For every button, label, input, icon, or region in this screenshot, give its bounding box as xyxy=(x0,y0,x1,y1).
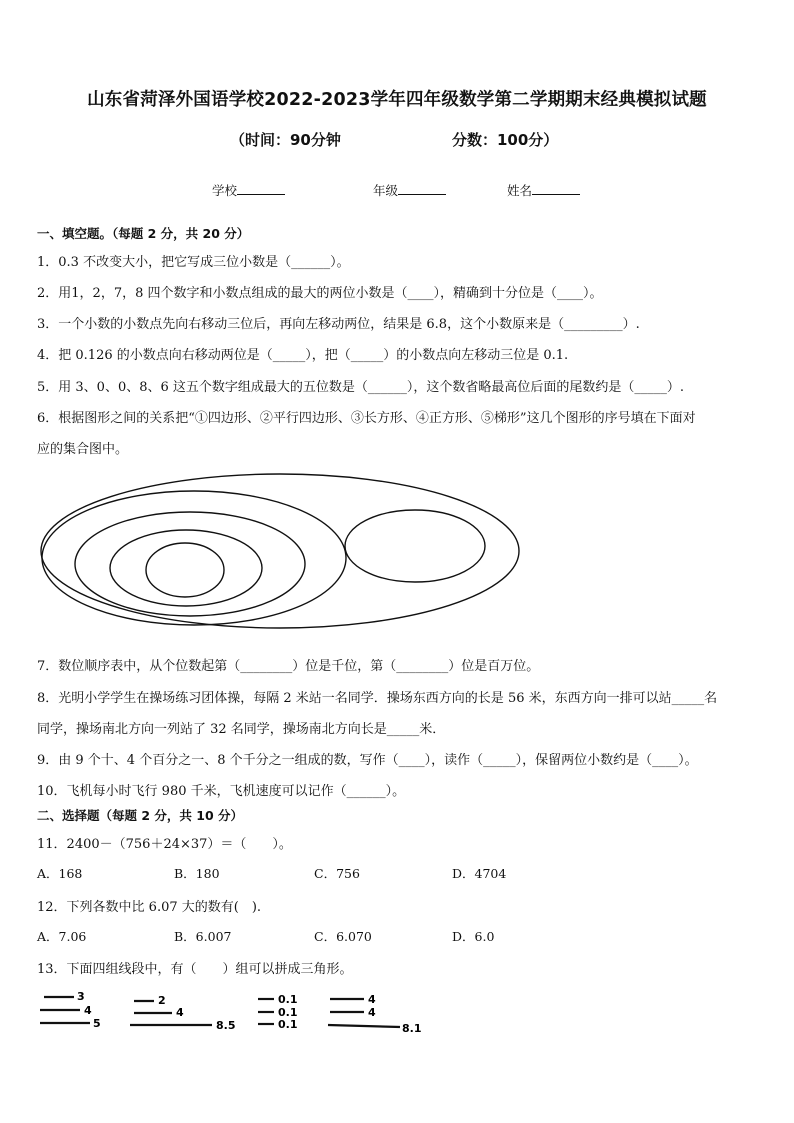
grade-field xyxy=(373,181,446,199)
school-field xyxy=(212,181,285,199)
segment-group-1 xyxy=(40,990,101,1030)
middle-set-ellipse xyxy=(75,512,305,616)
segment-line xyxy=(328,1025,400,1027)
inner-set-ellipse xyxy=(110,530,262,606)
question-12: 12．下列各数中比 6.07 大的数有( ). xyxy=(37,900,262,915)
question-7: 7．数位顺序表中，从个位数起第（________）位是千位，第（________）位是百万位。 xyxy=(37,659,540,674)
segment-label: 0.1 xyxy=(278,993,298,1006)
right-set-ellipse xyxy=(345,510,485,582)
question-4: 4．把 0.126 的小数点向右移动两位是（_____），把（_____）的小数点向左移动三位是 0.1. xyxy=(37,348,569,363)
section1-heading: 一、填空题。（每题 2 分，共 20 分） xyxy=(37,226,250,241)
name-blank[interactable] xyxy=(532,182,580,195)
school-blank[interactable] xyxy=(237,182,285,195)
question-5: 5．用 3、0、0、8、6 这五个数字组成最大的五位数是（______），这个数省略最高位后面的尾数约是（_____）. xyxy=(37,380,685,395)
segment-label: 2 xyxy=(158,994,166,1007)
segment-label: 5 xyxy=(93,1017,101,1030)
name-label: 姓名 xyxy=(507,183,533,198)
segment-label: 0.1 xyxy=(278,1018,298,1031)
question-9: 9．由 9 个十、4 个百分之一、8 个千分之一组成的数，写作（____），读作（_____），保留两位小数约是（____）。 xyxy=(37,753,698,768)
name-field xyxy=(507,181,580,199)
segment-label: 4 xyxy=(368,993,376,1006)
q12-option-a[interactable]: A．7.06 xyxy=(37,929,87,944)
segment-label: 3 xyxy=(77,990,85,1003)
segment-groups-figure xyxy=(30,985,450,1040)
question-10: 10．飞机每小时飞行 980 千米，飞机速度可以记作（______）。 xyxy=(37,784,406,799)
grade-blank[interactable] xyxy=(398,182,446,195)
segment-label: 4 xyxy=(176,1006,184,1019)
segment-group-4 xyxy=(328,993,422,1035)
q12-option-c[interactable]: C．6.070 xyxy=(314,929,372,944)
q11-option-b[interactable]: B．180 xyxy=(174,866,220,881)
q11-option-a[interactable]: A．168 xyxy=(37,866,83,881)
question-11: 11．2400－（756＋24×37）＝（ ）。 xyxy=(37,837,292,852)
segment-label: 4 xyxy=(368,1006,376,1019)
segment-group-3 xyxy=(258,993,298,1031)
question-6-line2: 应的集合图中。 xyxy=(37,442,129,457)
section2-heading: 二、选择题（每题 2 分，共 10 分） xyxy=(37,808,244,823)
left-set-ellipse xyxy=(42,491,346,625)
question-8-line2: 同学，操场南北方向一列站了 32 名同学，操场南北方向长是_____米． xyxy=(37,722,446,737)
segment-label: 0.1 xyxy=(278,1006,298,1019)
question-2: 2．用1，2，7，8 四个数字和小数点组成的最大的两位小数是（____），精确到十分位是（____）。 xyxy=(37,286,603,301)
school-label: 学校 xyxy=(212,183,238,198)
q11-option-d[interactable]: D．4704 xyxy=(452,866,507,881)
grade-label: 年级 xyxy=(373,183,399,198)
exam-time: （时间：90分钟 xyxy=(230,131,341,149)
segment-label: 8.5 xyxy=(216,1019,236,1032)
q11-option-c[interactable]: C．756 xyxy=(314,866,360,881)
question-13: 13．下面四组线段中，有（ ）组可以拼成三角形。 xyxy=(37,962,353,977)
set-diagram xyxy=(30,462,540,642)
exam-score: 分数：100分） xyxy=(452,131,559,149)
outer-set-ellipse xyxy=(41,474,519,628)
question-1: 1．0.3 不改变大小，把它写成三位小数是（______）。 xyxy=(37,255,350,270)
innermost-set-ellipse xyxy=(146,543,224,597)
q12-option-d[interactable]: D．6.0 xyxy=(452,929,495,944)
exam-title: 山东省菏泽外国语学校2022-2023学年四年级数学第二学期期末经典模拟试题 xyxy=(87,90,707,110)
question-8-line1: 8．光明小学学生在操场练习团体操，每隔 2 米站一名同学．操场东西方向的长是 56 米，东西方向一排可以站_____名 xyxy=(37,691,718,706)
segment-label: 8.1 xyxy=(402,1022,422,1035)
segment-group-2 xyxy=(130,994,236,1032)
question-6-line1: 6．根据图形之间的关系把“①四边形、②平行四边形、③长方形、④正方形、⑤梯形”这几个图形的序号填在下面对 xyxy=(37,411,696,426)
segment-label: 4 xyxy=(84,1004,92,1017)
question-3: 3．一个小数的小数点先向右移动三位后，再向左移动两位，结果是 6.8，这个小数原来是（_________）. xyxy=(37,317,640,332)
q12-option-b[interactable]: B．6.007 xyxy=(174,929,232,944)
